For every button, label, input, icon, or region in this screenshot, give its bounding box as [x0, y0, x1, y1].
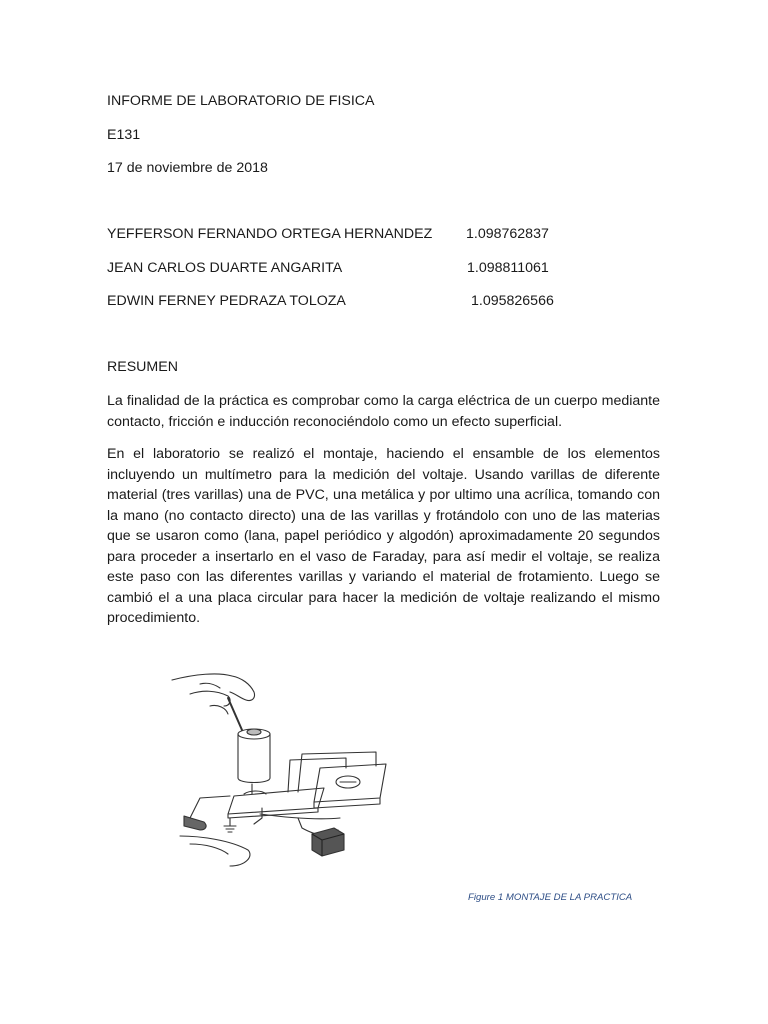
electrometer-box: [312, 828, 344, 856]
summary-heading: RESUMEN: [107, 359, 178, 375]
report-date: 17 de noviembre de 2018: [107, 160, 268, 176]
student-name: JEAN CARLOS DUARTE ANGARITA: [107, 260, 343, 276]
experiment-setup-illustration: [170, 668, 394, 868]
base-board: [228, 788, 324, 814]
report-code: E131: [107, 127, 141, 143]
upper-hand-sketch: [172, 674, 255, 701]
summary-paragraph-2: En el laboratorio se realizó el montaje, haciendo el ensamble de los elementos incluyendo un multímetro para la medición del voltaje. Usando varillas de diferente material (tres varillas) una de PVC, una metálica y por ultimo una acrílica, tomando con la mano (no contacto directo) una de las varillas y frotándolo con uno de las materias que se usaron como (lana, papel periódico y algodón) aproximadamente 20 segundos para proceder a insertarlo en el vaso de Faraday, para así medir el voltaje, se realiza este paso con las diferentes varillas y variando el material de frotamiento. Luego se cambió el a una placa circular para hacer la medición de voltaje realizando el mismo procedimiento.: [107, 446, 660, 626]
ground-symbol: [224, 818, 236, 832]
student-id: 1.098811061: [467, 260, 549, 276]
lower-hand-sketch: [184, 816, 206, 830]
student-id: 1.098762837: [466, 226, 549, 242]
figure-caption: Figure 1 MONTAJE DE LA PRACTICA: [468, 892, 633, 903]
student-name: YEFFERSON FERNANDO ORTEGA HERNANDEZ: [107, 226, 433, 242]
report-title: INFORME DE LABORATORIO DE FISICA: [107, 93, 375, 109]
charged-rod-sketch: [228, 698, 242, 730]
faraday-cup-body: [238, 734, 270, 783]
multimeter-body: [314, 764, 386, 802]
summary-paragraph-1: La finalidad de la práctica es comprobar como la carga eléctrica de un cuerpo mediante contacto, fricción e inducción reconociéndolo como un efecto superficial.: [107, 393, 660, 430]
student-name: EDWIN FERNEY PEDRAZA TOLOZA: [107, 293, 346, 309]
student-id: 1.095826566: [471, 293, 554, 309]
